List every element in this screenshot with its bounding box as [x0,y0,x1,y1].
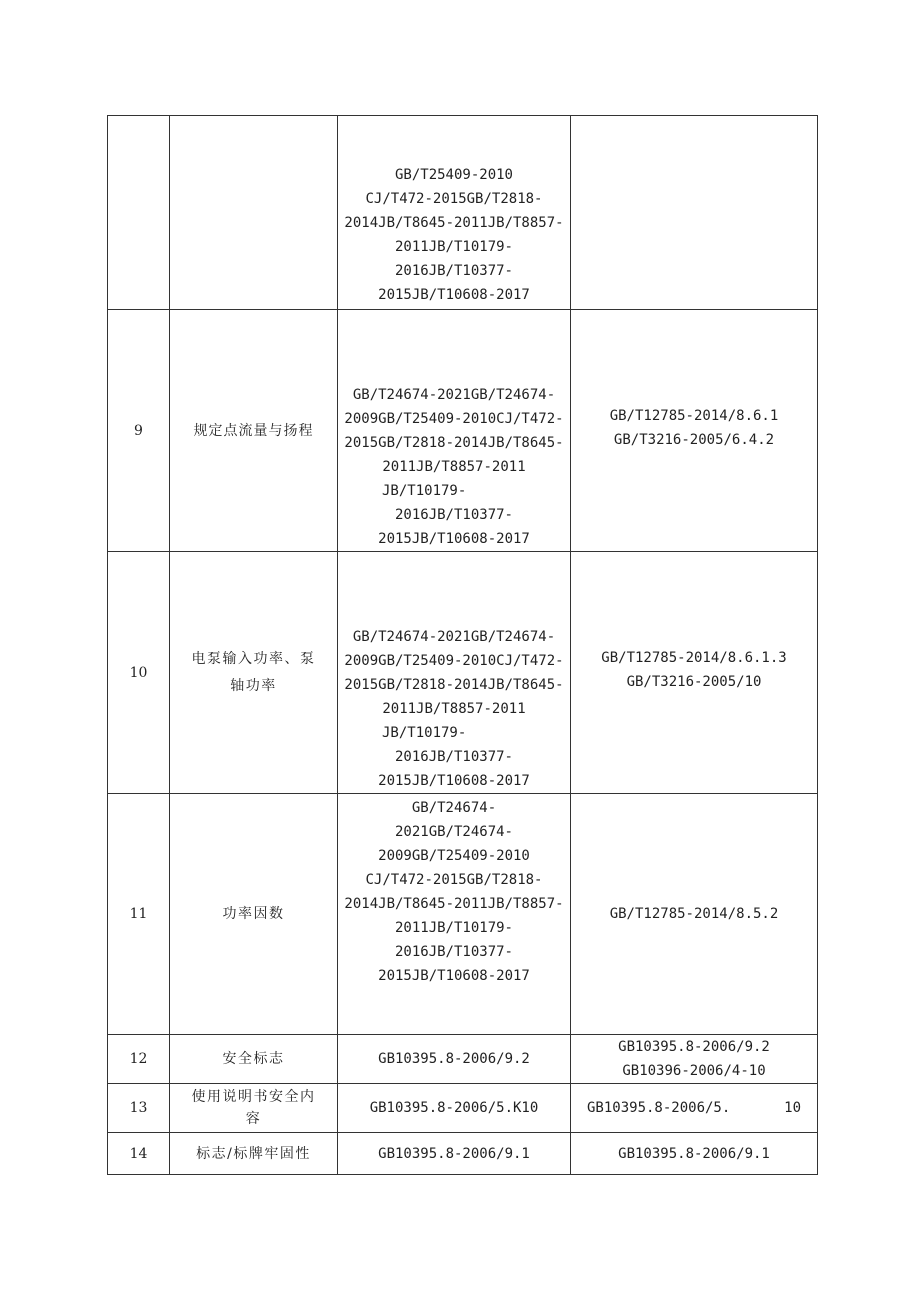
standard-line: 2009GB/T25409-2010CJ/T472- [344,653,564,669]
standard-line: 2015JB/T10608-2017 [378,773,530,789]
standard-line: 2009GB/T25409-2010CJ/T472- [344,411,564,427]
standard-line: 2015JB/T10608-2017 [378,531,530,547]
standard-line: GB/T24674- [411,800,497,816]
method-line [571,1096,817,1120]
method-cell [571,310,818,552]
standard-cell [338,1084,571,1133]
standard-cell [338,310,571,552]
standard-line: 2011JB/T10179- [394,239,513,255]
standard-line: CJ/T472-2015GB/T2818- [365,872,543,888]
method-cell [571,1084,818,1133]
test-item-line: 使用说明书安全内 [191,1089,316,1105]
table-row [108,1035,818,1084]
test-item: 规定点流量与扬程 [170,310,338,552]
method-line: GB/T12785-2014/8.6.1 [609,408,779,424]
method-line: GB/T3216-2005/10 [626,674,762,690]
standard-line: 2016JB/T10377- [394,749,513,765]
test-item: 功率因数 [170,794,338,1035]
method-cell [571,1133,818,1175]
table-row [108,116,818,310]
row-number: 14 [108,1133,170,1175]
standard-line: GB10395.8-2006/5.K10 [369,1100,539,1116]
method-cell [571,794,818,1035]
standard-line: 2021GB/T24674- [394,824,513,840]
method-line: GB10395.8-2006/9.2 [618,1039,770,1055]
table-row [108,1084,818,1133]
method-line: GB/T12785-2014/8.6.1.3 [601,650,787,666]
standard-line: 2009GB/T25409-2010 [378,848,530,864]
standard-cell [338,1035,571,1084]
standard-line: 2015JB/T10608-2017 [378,287,530,303]
standard-line: 2015JB/T10608-2017 [378,968,530,984]
standard-line: GB10395.8-2006/9.1 [378,1145,530,1162]
standard-cell [338,116,571,310]
standards-table [107,115,818,1175]
standard-line: GB/T25409-2010 [394,167,513,183]
standard-line: CJ/T472-2015GB/T2818- [365,191,543,207]
standard-cell [338,1133,571,1175]
test-item: 安全标志 [170,1035,338,1084]
test-item: 标志/标牌牢固性 [170,1133,338,1175]
standard-cell [338,794,571,1035]
row-number: 11 [108,794,170,1035]
test-item-line: 容 [245,1111,262,1127]
method-text: GB10395.8-2006/5. [587,1100,731,1116]
standard-line: 2014JB/T8645-2011JB/T8857- [344,215,564,231]
test-item [170,552,338,794]
standard-line: JB/T10179- [382,725,467,741]
standard-line: GB/T24674-2021GB/T24674- [352,387,556,403]
row-number: 13 [108,1084,170,1133]
standard-line: 2016JB/T10377- [394,944,513,960]
standard-line: 2011JB/T8857-2011 [382,701,526,717]
method-suffix: 10 [784,1100,801,1116]
method-cell [571,1035,818,1084]
standard-line: 2014JB/T8645-2011JB/T8857- [344,896,564,912]
standard-line: GB10395.8-2006/9.2 [378,1051,530,1067]
standard-line: 2015GB/T2818-2014JB/T8645- [344,435,564,451]
row-number: 10 [108,552,170,794]
table-row [108,310,818,552]
method-cell [571,116,818,310]
standard-line: 2011JB/T10179- [394,920,513,936]
row-number [108,116,170,310]
standard-line: 2015GB/T2818-2014JB/T8645- [344,677,564,693]
table-row [108,794,818,1035]
table-row [108,552,818,794]
method-line: GB/T12785-2014/8.5.2 [609,906,779,922]
standard-line: 2016JB/T10377- [394,263,513,279]
standard-line: GB/T24674-2021GB/T24674- [352,629,556,645]
test-item-line: 电泵输入功率、泵 [191,650,316,667]
standard-line: 2011JB/T8857-2011 [382,459,526,475]
row-number: 12 [108,1035,170,1084]
test-item [170,116,338,310]
standard-line: JB/T10179- [382,483,467,499]
table-row [108,1133,818,1175]
method-line: GB10395.8-2006/9.1 [618,1145,770,1162]
test-item [170,1084,338,1133]
test-item-line: 轴功率 [230,677,277,694]
standard-cell [338,552,571,794]
row-number: 9 [108,310,170,552]
method-line: GB/T3216-2005/6.4.2 [613,432,775,448]
method-cell [571,552,818,794]
method-line: GB10396-2006/4-10 [622,1063,766,1079]
standard-line: 2016JB/T10377- [394,507,513,523]
